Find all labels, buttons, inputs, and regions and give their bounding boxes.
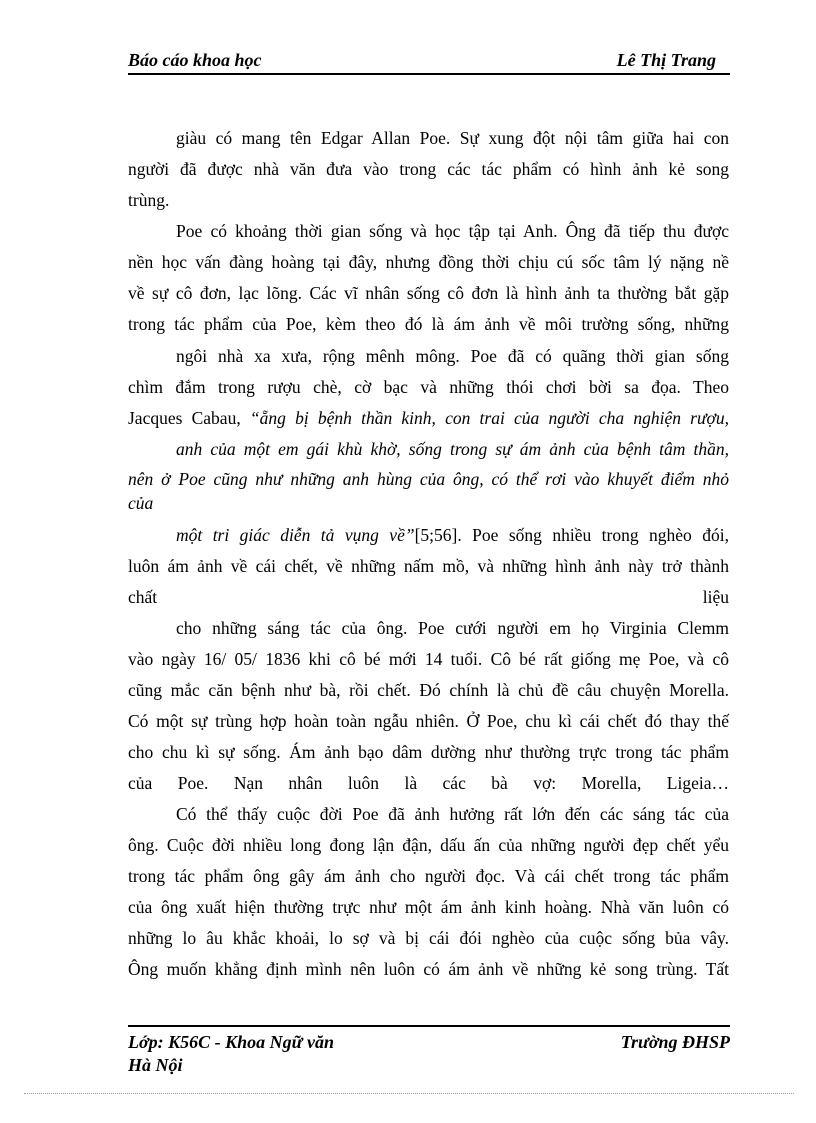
text-line: luôn ám ảnh về cái chết, về những nấm mồ, và những hình ảnh này trở thành <box>128 556 729 576</box>
text-line: ngôi nhà xa xưa, rộng mênh mông. Poe đã có quãng thời gian sống <box>176 346 729 366</box>
text-line: về sự cô đơn, lạc lõng. Các vĩ nhân sống cô đơn là hình ảnh ta thường bắt gặp <box>128 283 729 303</box>
text-line: Có thể thấy cuộc đời Poe đã ảnh hưởng rất lớn đến các sáng tác của <box>176 804 729 824</box>
text-line: cũng mắc căn bệnh như bà, rồi chết. Đó chính là chủ đề câu chuyện Morella. <box>128 680 729 700</box>
text-line <box>176 522 729 548</box>
text-line: ông. Cuộc đời nhiều long đong lận đận, dấu ấn của những người đẹp chết yểu <box>128 835 729 855</box>
text-line: chìm đắm trong rượu chè, cờ bạc và những thói chơi bời sa đọa. Theo <box>128 377 729 397</box>
footer-city: Hà Nội <box>128 1055 183 1075</box>
text-line: Poe có khoảng thời gian sống và học tập tại Anh. Ông đã tiếp thu được <box>176 221 729 241</box>
text-run: Jacques Cabau, <box>128 408 241 428</box>
footer-school: Trường ĐHSP <box>620 1032 730 1052</box>
text-line: trong tác phẩm của Poe, kèm theo đó là ám ảnh về môi trường sống, những <box>128 314 729 334</box>
page-header <box>128 50 730 74</box>
text-line: cho những sáng tác của ông. Poe cưới người em họ Virginia Clemm <box>176 618 729 638</box>
text-line: Có một sự trùng hợp hoàn toàn ngẫu nhiên. Ở Poe, chu kì cái chết đó thay thế <box>128 711 729 731</box>
text-line <box>128 405 729 431</box>
text-line: những lo âu khắc khoải, lo sợ và bị cái đói nghèo của cuộc sống bủa vây. <box>128 928 729 948</box>
text-line: trong tác phẩm ông gây ám ảnh cho người đọc. Và cái chết trong tác phẩm <box>128 866 729 886</box>
quote-line: anh của một em gái khù khờ, sống trong sự ám ảnh của bệnh tâm thần, <box>176 439 729 459</box>
header-author: Lê Thị Trang <box>616 50 716 70</box>
text-line: người đã được nhà văn đưa vào trong các tác phẩm có hình ảnh kẻ song <box>128 159 729 179</box>
text-line: cho chu kì sự sống. Ám ảnh bạo dâm dường như thường trực trong tác phẩm <box>128 742 729 762</box>
text-line: vào ngày 16/ 05/ 1836 khi cô bé mới 14 tuổi. Cô bé rất giống mẹ Poe, và cô <box>128 649 729 669</box>
text-line: giàu có mang tên Edgar Allan Poe. Sự xung đột nội tâm giữa hai con <box>176 128 729 148</box>
footer-class: Lớp: K56C - Khoa Ngữ văn <box>128 1032 334 1052</box>
text-run: liệu <box>702 587 729 607</box>
quote-run: “ẵng bị bệnh thần kinh, con trai của người cha nghiện rượu, <box>249 408 730 428</box>
text-line: Ông muốn khẳng định mình nên luôn có ám ảnh về những kẻ song trùng. Tất <box>128 959 729 979</box>
text-line: của Poe. Nạn nhân luôn là các bà vợ: Morella, Ligeia… <box>128 773 729 793</box>
text-line: của ông xuất hiện thường trực như một ám ảnh kinh hoàng. Nhà văn luôn có <box>128 897 729 917</box>
text-line <box>128 584 729 610</box>
quote-run: một tri giác diễn tả vụng về” <box>176 525 415 545</box>
text-line: nền học vấn đàng hoàng tại đây, nhưng đồng thời chịu cú sốc tâm lý nặng nề <box>128 252 729 272</box>
header-divider <box>128 73 730 75</box>
quote-line: của <box>128 493 154 513</box>
text-line: trùng. <box>128 190 170 210</box>
header-title: Báo cáo khoa học <box>128 50 262 70</box>
page-boundary <box>24 1093 794 1094</box>
footer-divider <box>128 1025 730 1027</box>
text-run: chất <box>128 587 158 607</box>
citation-run: [5;56]. Poe sống nhiều trong nghèo đói, <box>414 525 729 545</box>
quote-line: nên ở Poe cũng như những anh hùng của ông, có thể rơi vào khuyết điểm nhỏ <box>128 469 729 489</box>
page-footer <box>128 1031 730 1081</box>
